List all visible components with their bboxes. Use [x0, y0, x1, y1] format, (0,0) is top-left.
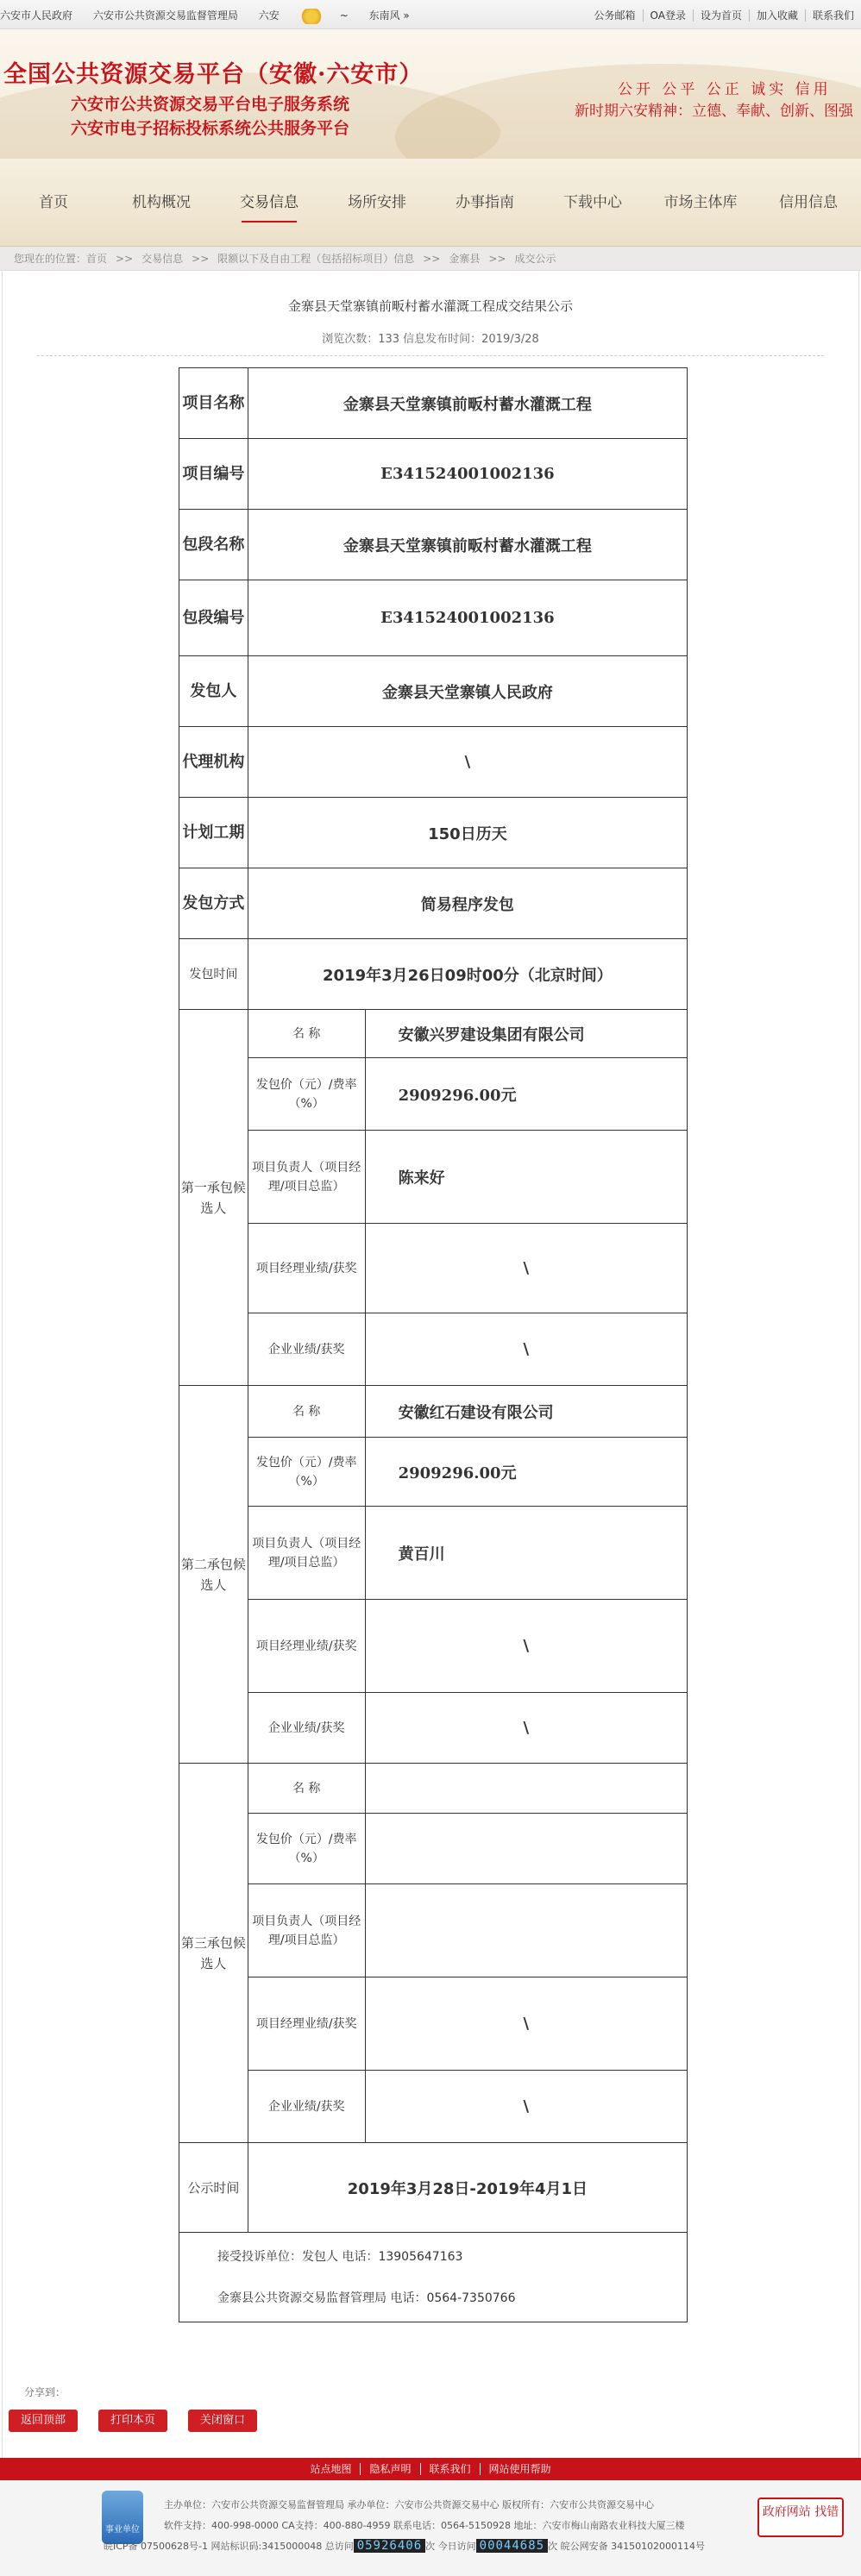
breadcrumb-sep: >>	[488, 253, 506, 265]
nav-guide[interactable]: 办事指南	[456, 194, 514, 211]
slogan-1: 公开 公平 公正 诚实 信用	[618, 81, 832, 98]
top-right-links	[587, 8, 861, 22]
candidate-3-price	[365, 1814, 687, 1884]
candidate-2-label: 第二承包候选人	[179, 1386, 248, 1764]
label-agency: 代理机构	[179, 727, 248, 798]
nav-trade-info[interactable]: 交易信息	[217, 159, 321, 247]
share-label: 分享到：	[24, 2386, 66, 2398]
breadcrumb-trade[interactable]: 交易信息	[141, 253, 184, 265]
candidate-3-manager-perf: \	[365, 1977, 687, 2071]
value-project-no: E341524001002136	[248, 439, 687, 510]
candidate-1-manager-perf: \	[365, 1224, 687, 1313]
label-issuer: 发包人	[179, 656, 248, 727]
label-project-name: 项目名称	[179, 368, 248, 439]
label-period: 计划工期	[179, 798, 248, 868]
site-title: 全国公共资源交易平台（安徽·六安市）	[3, 61, 424, 88]
label-company-perf: 企业业绩/获奖	[248, 1313, 365, 1386]
label-package-name: 包段名称	[179, 510, 248, 580]
label-manager: 项目负责人（项目经理/项目总监）	[248, 1131, 365, 1224]
label-publicity: 公示时间	[179, 2143, 248, 2233]
breadcrumb	[0, 247, 861, 271]
candidate-1-label: 第一承包候选人	[179, 1010, 248, 1386]
link-supervision[interactable]: 六安市公共资源交易监督管理局	[92, 9, 238, 22]
candidate-3-company-perf: \	[365, 2071, 687, 2143]
police-record[interactable]: 次 皖公网安备 34150102000114号	[548, 2541, 706, 2552]
label-method: 发包方式	[179, 868, 248, 939]
value-package-no: E341524001002136	[248, 580, 687, 656]
value-method: 简易程序发包	[248, 868, 687, 939]
value-agency: \	[248, 727, 687, 798]
gov-error-report-badge[interactable]: 政府网站 找错	[757, 2498, 844, 2537]
weather-widget: 六安 ~ 东南风 »	[259, 9, 427, 22]
label-manager-perf: 项目经理业绩/获奖	[248, 1600, 365, 1693]
label-project-no: 项目编号	[179, 439, 248, 510]
link-privacy[interactable]: 隐私声明	[360, 2463, 419, 2475]
today-label: 次 今日访问	[425, 2541, 476, 2552]
main-nav	[0, 159, 861, 247]
label-name: 名 称	[248, 1764, 365, 1814]
result-table	[179, 367, 688, 2322]
footer-line-1: 主办单位：六安市公共资源交易监督管理局 承办单位：六安市公共资源交易中心 版权所有：六安市公共资源交易中心	[164, 2499, 654, 2510]
footer-line-3	[104, 2539, 705, 2553]
breadcrumb-sep: >>	[116, 253, 134, 265]
icp-text: 皖ICP备 07500628号-1 网站标识码:3415000048 总访问	[104, 2541, 354, 2552]
divider	[37, 355, 824, 356]
complaint-info	[179, 2233, 688, 2322]
breadcrumb-sep: >>	[192, 253, 210, 265]
nav-about[interactable]: 机构概况	[132, 194, 191, 211]
close-window-button[interactable]: 关闭窗口	[188, 2410, 257, 2432]
label-name: 名 称	[248, 1010, 365, 1058]
link-help[interactable]: 网站使用帮助	[480, 2463, 560, 2475]
label-price: 发包价（元）/费率（%）	[248, 1438, 365, 1507]
breadcrumb-county[interactable]: 金寨县	[449, 253, 481, 265]
print-button[interactable]: 打印本页	[98, 2410, 167, 2432]
label-manager: 项目负责人（项目经理/项目总监）	[248, 1884, 365, 1977]
candidate-2-company-perf: \	[365, 1693, 687, 1764]
candidate-2-name: 安徽红石建设有限公司	[365, 1386, 687, 1438]
candidate-2-manager: 黄百川	[365, 1507, 687, 1600]
value-package-name: 金寨县天堂寨镇前畈村蓄水灌溉工程	[248, 510, 687, 580]
label-manager-perf: 项目经理业绩/获奖	[248, 1977, 365, 2071]
today-visits: 00044685	[476, 2539, 548, 2553]
candidate-3-manager	[365, 1884, 687, 1977]
value-publicity: 2019年3月28日-2019年4月1日	[248, 2143, 687, 2233]
breadcrumb-home[interactable]: 您现在的位置：首页	[14, 253, 108, 265]
content-area	[2, 271, 859, 2461]
breadcrumb-current[interactable]: 成交公示	[514, 253, 556, 265]
link-homepage[interactable]: 设为首页	[693, 9, 749, 22]
sun-icon	[300, 9, 323, 24]
article-title: 金寨县天堂寨镇前畈村蓄水灌溉工程成交结果公示	[287, 298, 573, 314]
nav-venue[interactable]: 场所安排	[348, 194, 406, 211]
back-to-top-button[interactable]: 返回顶部	[9, 2410, 78, 2432]
label-manager-perf: 项目经理业绩/获奖	[248, 1224, 365, 1313]
link-mail[interactable]: 公务邮箱	[594, 9, 636, 22]
breadcrumb-category[interactable]: 限额以下及自由工程（包括招标项目）信息	[217, 253, 415, 265]
label-company-perf: 企业业绩/获奖	[248, 1693, 365, 1764]
top-left-links	[0, 8, 444, 24]
complaint-line-2: 金寨县公共资源交易监督管理局 电话：0564-7350766	[217, 2291, 516, 2305]
total-visits: 05926406	[354, 2539, 425, 2553]
value-project-name: 金寨县天堂寨镇前畈村蓄水灌溉工程	[248, 368, 687, 439]
nav-download[interactable]: 下载中心	[563, 194, 622, 211]
nav-credit[interactable]: 信用信息	[779, 194, 838, 211]
top-bar	[0, 0, 861, 29]
link-sitemap[interactable]: 站点地图	[310, 2463, 352, 2475]
nav-market[interactable]: 市场主体库	[663, 194, 738, 211]
label-manager: 项目负责人（项目经理/项目总监）	[248, 1507, 365, 1600]
site-subtitle-2: 六安市电子招标投标系统公共服务平台	[71, 119, 350, 138]
article-meta: 浏览次数：133 信息发布时间：2019/3/28	[322, 333, 539, 346]
link-gov[interactable]: 六安市人民政府	[0, 9, 73, 22]
nav-home[interactable]: 首页	[39, 194, 68, 211]
link-contact[interactable]: 联系我们	[805, 9, 861, 22]
label-price: 发包价（元）/费率（%）	[248, 1058, 365, 1131]
footer-links	[0, 2458, 861, 2480]
complaint-line-1: 接受投诉单位：发包人 电话：13905647163	[217, 2249, 463, 2264]
candidate-3-name	[365, 1764, 687, 1814]
candidate-1-price: 2909296.00元	[365, 1058, 687, 1131]
site-subtitle-1: 六安市公共资源交易平台电子服务系统	[71, 95, 350, 114]
value-time: 2019年3月26日09时00分（北京时间）	[248, 939, 687, 1010]
label-company-perf: 企业业绩/获奖	[248, 2071, 365, 2143]
candidate-2-manager-perf: \	[365, 1600, 687, 1693]
label-price: 发包价（元）/费率（%）	[248, 1814, 365, 1884]
label-name: 名 称	[248, 1386, 365, 1438]
label-package-no: 包段编号	[179, 580, 248, 656]
institution-badge[interactable]: 事业单位	[102, 2491, 143, 2544]
banner	[0, 29, 861, 159]
value-period: 150日历天	[248, 798, 687, 868]
footer-line-2: 软件支持：400-998-0000 CA支持：400-880-4959 联系电话：0564-5150928 地址：六安市梅山南路农业科技大厦三楼	[164, 2520, 685, 2531]
label-time: 发包时间	[179, 939, 248, 1010]
candidate-3-label: 第三承包候选人	[179, 1764, 248, 2143]
link-favorite[interactable]: 加入收藏	[749, 9, 805, 22]
candidate-2-price: 2909296.00元	[365, 1438, 687, 1507]
breadcrumb-sep: >>	[423, 253, 441, 265]
link-contact-us[interactable]: 联系我们	[420, 2463, 480, 2475]
value-issuer: 金寨县天堂寨镇人民政府	[248, 656, 687, 727]
link-oa[interactable]: OA登录	[643, 9, 693, 22]
footer	[0, 2480, 861, 2576]
candidate-1-company-perf: \	[365, 1313, 687, 1386]
candidate-1-manager: 陈来好	[365, 1131, 687, 1224]
slogan-2: 新时期六安精神：立德、奉献、创新、图强	[575, 103, 853, 120]
candidate-1-name: 安徽兴罗建设集团有限公司	[365, 1010, 687, 1058]
